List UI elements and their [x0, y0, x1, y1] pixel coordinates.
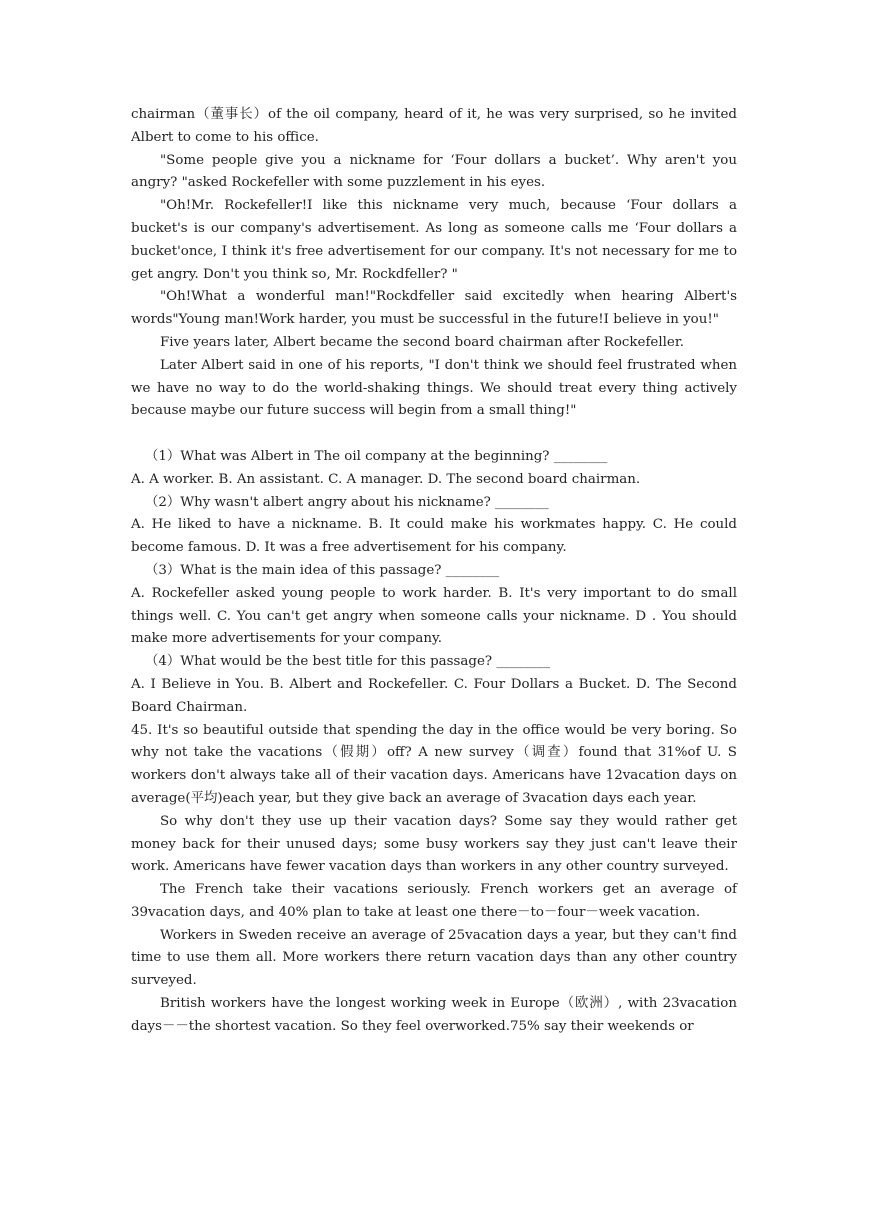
question-2-stem: （2）Why wasn't albert angry about his nickname? ________: [145, 494, 549, 510]
p44-para-4: "Oh!What a wonderful man!"Rockdfeller said excitedly when hearing Albert's words"Young man!Work harder, you must be successful in the future!I believe in you!": [131, 289, 737, 328]
document-page: [131, 104, 737, 1039]
spacer: [131, 423, 737, 446]
question-1-stem: （1）What was Albert in The oil company at the beginning? ________: [145, 448, 608, 464]
question-3-options: A. Rockefeller asked young people to work harder. B. It's very important to do small things well. C. You can't get angry when someone calls your nickname. D . You should make more advertisements for your company.: [131, 585, 737, 647]
p45-para-4: Workers in Sweden receive an average of 25vacation days a year, but they can't find time to use them all. More workers there return vacation days than any other country surveyed.: [131, 927, 737, 989]
p44-para-2: "Some people give you a nickname for ‘Four dollars a bucket’. Why aren't you angry? "asked Rockefeller with some puzzlement in his eyes.: [131, 152, 737, 191]
p45-para-3: The French take their vacations seriously. French workers get an average of 39vacation days, and 40% plan to take at least one there－to－four－week vacation.: [131, 882, 737, 920]
question-4-stem: （4）What would be the best title for this passage? ________: [145, 654, 550, 670]
question-2-options: A. He liked to have a nickname. B. It could make his workmates happy. C. He could become famous. D. It was a free advertisement for his company.: [131, 517, 737, 556]
p44-para-6: Later Albert said in one of his reports, "I don't think we should feel frustrated when we have no way to do the world-shaking things. We should treat every thing actively because maybe our future success will begin from a small thing!": [131, 357, 737, 419]
p45-para-1: 45. It's so beautiful outside that spending the day in the office would be very boring. So why not take the vacations（假期）off? A new survey（调查）found that 31%of U. S workers don't always take all of their vacation days. Americans have 12vacation days on average(平均)each year, but they give back an average of 3vacation days each year.: [131, 722, 737, 806]
p44-para-1: chairman（董事长）of the oil company, heard of it, he was very surprised, so he invited Albert to come to his office.: [131, 107, 737, 145]
p44-para-3: "Oh!Mr. Rockefeller!I like this nickname very much, because ‘Four dollars a bucket's is our company's advertisement. As long as someone calls me ‘Four dollars a bucket'once, I think it's free advertisement for our company. It's not necessary for me to get angry. Don't you think so, Mr. Rockdfeller? ": [131, 198, 737, 282]
question-3-stem: （3）What is the main idea of this passage? ________: [145, 562, 500, 578]
p44-para-5: Five years later, Albert became the second board chairman after Rockefeller.: [160, 334, 685, 350]
question-1-options: A. A worker. B. An assistant. C. A manager. D. The second board chairman.: [131, 471, 641, 487]
p45-para-5: British workers have the longest working week in Europe（欧洲）, with 23vacation days－－the shortest vacation. So they feel overworked.75% say their weekends or: [131, 996, 737, 1034]
p45-para-2: So why don't they use up their vacation days? Some say they would rather get money back for their unused days; some busy workers say they just can't leave their work. Americans have fewer vacation days than workers in any other country surveyed.: [131, 813, 737, 875]
question-4-options: A. I Believe in You. B. Albert and Rockefeller. C. Four Dollars a Bucket. D. The Second Board Chairman.: [131, 676, 737, 715]
